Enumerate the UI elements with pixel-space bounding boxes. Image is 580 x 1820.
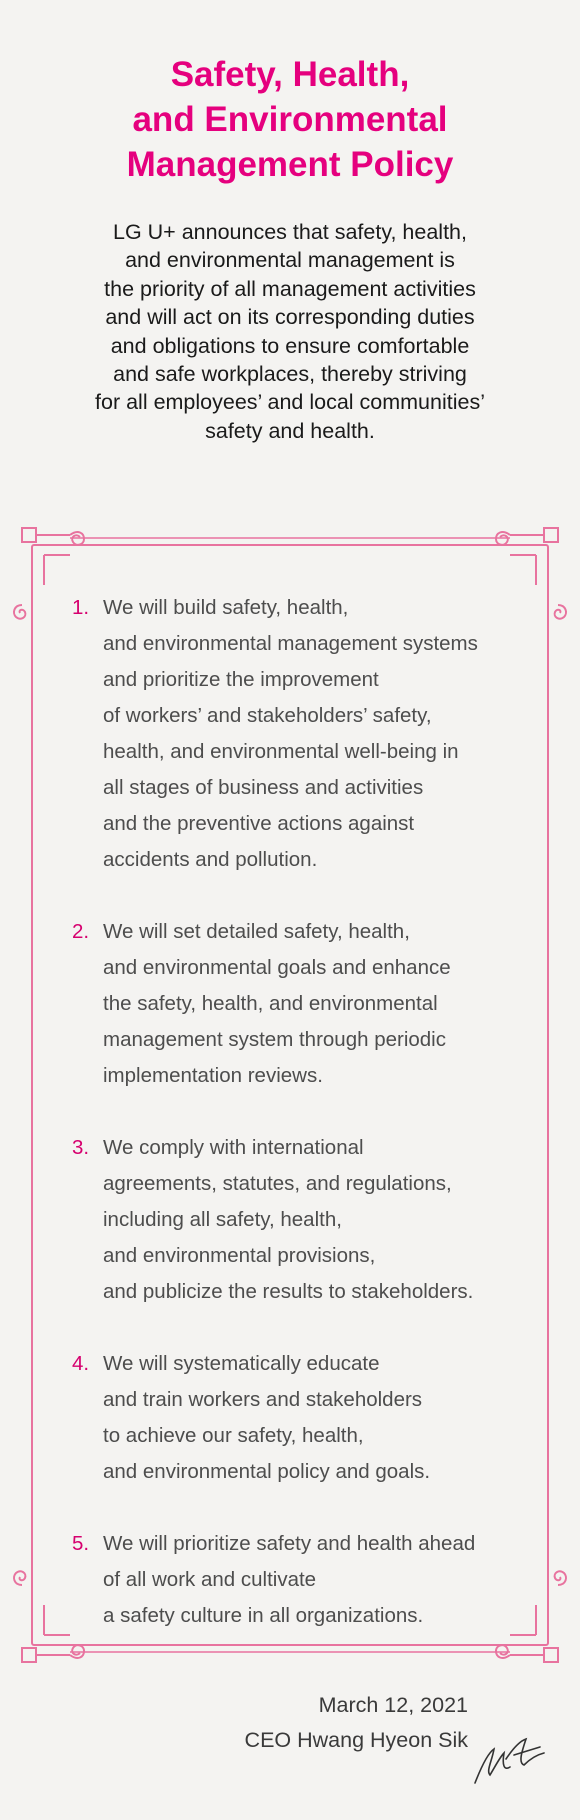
policy-list [70,590,530,1670]
policy-item [70,914,530,1094]
policy-item [70,1526,530,1634]
policy-item-line: to achieve our safety, health, [103,1424,364,1447]
policy-item-line: a safety culture in all organizations. [103,1604,424,1627]
policy-item-line: and environmental goals and enhance [103,956,451,979]
corner-square-icon [22,1648,36,1662]
policy-item-line: the safety, health, and environmental [103,992,438,1015]
policy-item-line: and the preventive actions against [103,812,415,835]
swirl-icon [14,605,25,619]
policy-item-line: and prioritize the improvement [103,668,379,691]
intro-line: and safe workplaces, thereby striving [113,362,467,387]
policy-item-line: and environmental policy and goals. [103,1460,431,1483]
intro-line: and will act on its corresponding duties [105,305,475,330]
swirl-icon [555,605,566,619]
policy-item [70,590,530,878]
signoff-date: March 12, 2021 [318,1693,468,1717]
intro-line: safety and health. [205,418,375,443]
policy-item-line: management system through periodic [103,1028,446,1051]
policy-item-number: 4. [72,1352,90,1375]
signoff-block [245,1688,468,1758]
intro-line: the priority of all management activities [104,276,476,301]
handwritten-signature [470,1735,550,1790]
policy-item-line: agreements, statutes, and regulations, [103,1172,452,1195]
signoff-signer: CEO Hwang Hyeon Sik [244,1728,468,1752]
policy-item-line: We will build safety, health, [103,596,349,619]
policy-item-line: We will systematically educate [103,1352,380,1375]
policy-item-line: We will set detailed safety, health, [103,920,410,943]
policy-item-line: and environmental provisions, [103,1244,376,1267]
policy-item-number: 5. [72,1532,90,1555]
title-line: Safety, Health, [170,55,410,94]
intro-line: for all employees’ and local communities’ [95,390,485,415]
swirl-icon [555,1571,566,1585]
corner-square-icon [22,528,36,542]
policy-item-line: health, and environmental well-being in [103,740,459,763]
corner-square-icon [544,528,558,542]
policy-item-line: including all safety, health, [103,1208,342,1231]
page-title [0,52,580,187]
intro-line: and environmental management is [125,248,455,273]
policy-item-line: of all work and cultivate [103,1568,317,1591]
policy-item [70,1346,530,1490]
policy-item-line: We will prioritize safety and health ahead [103,1532,476,1555]
policy-item-line: implementation reviews. [103,1064,323,1087]
policy-item-line: and environmental management systems [103,632,478,655]
corner-square-icon [544,1648,558,1662]
intro-line: and obligations to ensure comfortable [110,333,470,358]
policy-item-line: We comply with international [103,1136,364,1159]
swirl-icon [14,1571,25,1585]
policy-item-line: and publicize the results to stakeholders. [103,1280,474,1303]
title-line: and Environmental [132,100,448,139]
policy-item-number: 1. [72,596,90,619]
policy-item-line: accidents and pollution. [103,848,318,871]
policy-item-number: 3. [72,1136,90,1159]
intro-statement [40,218,540,445]
title-line: Management Policy [126,145,454,184]
policy-item-number: 2. [72,920,90,943]
intro-line: LG U+ announces that safety, health, [113,220,467,244]
policy-item-line: all stages of business and activities [103,776,424,799]
policy-item-line: and train workers and stakeholders [103,1388,423,1411]
policy-item-line: of workers’ and stakeholders’ safety, [103,704,432,727]
policy-item [70,1130,530,1310]
